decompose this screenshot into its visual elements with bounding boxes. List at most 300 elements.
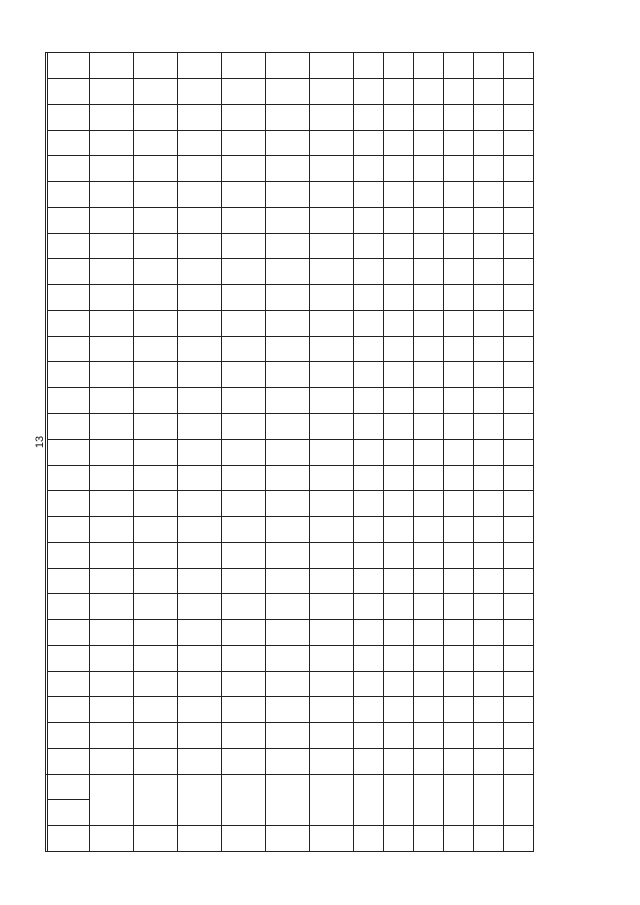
table-cell — [222, 310, 266, 336]
table-cell — [178, 388, 222, 414]
table-cell — [178, 53, 222, 79]
table-cell — [384, 542, 414, 568]
table-cell — [384, 53, 414, 79]
table-cell — [266, 104, 310, 130]
table-cell — [414, 156, 444, 182]
table-cell — [266, 388, 310, 414]
row-code-cell — [384, 826, 414, 852]
table-cell — [444, 697, 474, 723]
table-cell — [504, 233, 534, 259]
table-cell — [354, 130, 384, 156]
table-cell — [504, 362, 534, 388]
table-cell — [266, 156, 310, 182]
table-cell — [384, 645, 414, 671]
table-cell — [178, 465, 222, 491]
table-cell — [178, 671, 222, 697]
table-cell — [178, 491, 222, 517]
table-cell — [474, 620, 504, 646]
table-cell — [474, 53, 504, 79]
table-cell — [310, 671, 354, 697]
table-cell — [178, 259, 222, 285]
table-cell — [414, 310, 444, 336]
table-cell — [444, 671, 474, 697]
table-cell — [90, 388, 134, 414]
table-cell — [134, 697, 178, 723]
table-cell — [444, 594, 474, 620]
table-cell — [354, 156, 384, 182]
table-cell — [178, 413, 222, 439]
column-header — [48, 491, 90, 517]
table-cell — [444, 439, 474, 465]
table-cell — [504, 594, 534, 620]
column-header — [48, 130, 90, 156]
column-header — [48, 748, 90, 774]
table-cell — [444, 748, 474, 774]
column-header — [48, 774, 90, 800]
table-cell — [384, 362, 414, 388]
table-cell — [504, 207, 534, 233]
table-cell — [222, 517, 266, 543]
table-cell — [504, 671, 534, 697]
table-cell — [310, 336, 354, 362]
table-cell — [474, 439, 504, 465]
table-cell — [178, 130, 222, 156]
table-cell — [444, 259, 474, 285]
table-cell — [384, 697, 414, 723]
table-cell — [384, 671, 414, 697]
table-cell — [222, 233, 266, 259]
table-cell — [310, 645, 354, 671]
row-code-cell — [504, 826, 534, 852]
table-cell — [222, 542, 266, 568]
table-cell — [90, 620, 134, 646]
table-row — [222, 53, 266, 852]
table-cell — [444, 53, 474, 79]
table-cell — [178, 439, 222, 465]
table-cell — [90, 156, 134, 182]
table-cell — [90, 697, 134, 723]
table-body — [90, 53, 534, 852]
table-cell — [474, 259, 504, 285]
table-cell — [178, 285, 222, 311]
table-cell — [266, 620, 310, 646]
table-cell — [474, 182, 504, 208]
table-cell — [222, 259, 266, 285]
row-code-cell — [90, 826, 134, 852]
table-cell — [178, 645, 222, 671]
table-cell — [504, 53, 534, 79]
table-cell — [504, 130, 534, 156]
table-cell — [178, 207, 222, 233]
table-cell — [134, 53, 178, 79]
table-cell — [474, 517, 504, 543]
table-cell — [266, 645, 310, 671]
table-cell — [134, 362, 178, 388]
table-cell — [266, 233, 310, 259]
table-cell — [384, 491, 414, 517]
table-cell — [354, 723, 384, 749]
row-name-cell — [178, 774, 222, 826]
table-cell — [178, 517, 222, 543]
data-table — [45, 52, 534, 852]
table-cell — [444, 388, 474, 414]
table-cell — [134, 336, 178, 362]
table-cell — [414, 388, 444, 414]
table-cell — [310, 79, 354, 105]
table-cell — [354, 259, 384, 285]
table-cell — [222, 697, 266, 723]
table-cell — [222, 362, 266, 388]
table-cell — [178, 542, 222, 568]
table-row — [474, 53, 504, 852]
table-cell — [90, 439, 134, 465]
table-cell — [354, 413, 384, 439]
table-cell — [384, 310, 414, 336]
table-cell — [384, 233, 414, 259]
table-cell — [266, 413, 310, 439]
table-cell — [310, 517, 354, 543]
table-cell — [414, 285, 444, 311]
table-cell — [504, 79, 534, 105]
table-cell — [474, 413, 504, 439]
table-cell — [354, 465, 384, 491]
table-cell — [504, 156, 534, 182]
row-code-cell — [354, 826, 384, 852]
table-cell — [474, 671, 504, 697]
table-cell — [414, 620, 444, 646]
table-cell — [444, 130, 474, 156]
table-cell — [444, 336, 474, 362]
column-header — [48, 104, 90, 130]
table-cell — [222, 465, 266, 491]
table-cell — [354, 517, 384, 543]
row-name-cell — [222, 774, 266, 826]
row-name-cell — [414, 774, 444, 826]
column-header — [48, 388, 90, 414]
table-cell — [444, 491, 474, 517]
table-cell — [384, 517, 414, 543]
table-cell — [414, 517, 444, 543]
column-header — [48, 645, 90, 671]
table-cell — [414, 233, 444, 259]
table-cell — [504, 104, 534, 130]
table-cell — [384, 207, 414, 233]
table-cell — [504, 748, 534, 774]
row-name-cell — [384, 774, 414, 826]
table-cell — [354, 79, 384, 105]
table-cell — [178, 79, 222, 105]
row-code-cell — [310, 826, 354, 852]
table-cell — [444, 723, 474, 749]
table-cell — [414, 362, 444, 388]
table-cell — [310, 182, 354, 208]
table-cell — [474, 568, 504, 594]
table-cell — [384, 594, 414, 620]
table-cell — [504, 388, 534, 414]
table-cell — [414, 645, 444, 671]
table-cell — [384, 285, 414, 311]
table-cell — [266, 671, 310, 697]
table-cell — [134, 517, 178, 543]
table-cell — [266, 748, 310, 774]
column-header — [48, 310, 90, 336]
table-cell — [504, 259, 534, 285]
table-cell — [310, 568, 354, 594]
column-header — [48, 79, 90, 105]
table-cell — [266, 465, 310, 491]
table-cell — [178, 620, 222, 646]
table-cell — [354, 491, 384, 517]
table-cell — [474, 104, 504, 130]
table-cell — [354, 542, 384, 568]
row-name-cell — [444, 774, 474, 826]
table-cell — [310, 439, 354, 465]
column-header — [48, 542, 90, 568]
column-header — [48, 568, 90, 594]
row-name-cell — [90, 774, 134, 826]
table-cell — [444, 104, 474, 130]
table-cell — [310, 207, 354, 233]
table-cell — [178, 233, 222, 259]
table-cell — [266, 568, 310, 594]
table-cell — [222, 104, 266, 130]
table-cell — [90, 53, 134, 79]
table-cell — [354, 568, 384, 594]
table-cell — [384, 79, 414, 105]
table-cell — [178, 594, 222, 620]
row-code-cell — [222, 826, 266, 852]
table-cell — [134, 439, 178, 465]
table-cell — [354, 207, 384, 233]
table-cell — [414, 259, 444, 285]
table-cell — [384, 568, 414, 594]
table-cell — [90, 671, 134, 697]
table-row — [134, 53, 178, 852]
table-cell — [90, 207, 134, 233]
table-cell — [414, 439, 444, 465]
row-code-cell — [178, 826, 222, 852]
table-cell — [474, 79, 504, 105]
row-name-cell — [310, 774, 354, 826]
table-cell — [310, 491, 354, 517]
table-cell — [354, 336, 384, 362]
table-cell — [222, 336, 266, 362]
table-cell — [134, 491, 178, 517]
table-cell — [384, 748, 414, 774]
table-cell — [310, 310, 354, 336]
table-cell — [266, 362, 310, 388]
table-cell — [384, 723, 414, 749]
row-name-cell — [266, 774, 310, 826]
table-cell — [504, 697, 534, 723]
table-cell — [414, 568, 444, 594]
table-cell — [266, 79, 310, 105]
table-cell — [474, 465, 504, 491]
table-cell — [222, 748, 266, 774]
table-cell — [134, 671, 178, 697]
table-cell — [444, 620, 474, 646]
table-cell — [134, 130, 178, 156]
table-cell — [90, 568, 134, 594]
table-cell — [178, 748, 222, 774]
table-cell — [134, 568, 178, 594]
table-cell — [310, 156, 354, 182]
table-cell — [90, 130, 134, 156]
table-cell — [222, 156, 266, 182]
column-header — [48, 697, 90, 723]
table-cell — [384, 130, 414, 156]
column-header — [48, 620, 90, 646]
table-cell — [134, 594, 178, 620]
table-cell — [90, 336, 134, 362]
table-row — [310, 53, 354, 852]
table-cell — [222, 182, 266, 208]
table-cell — [504, 310, 534, 336]
table-cell — [134, 723, 178, 749]
table-row — [444, 53, 474, 852]
column-header — [48, 233, 90, 259]
table-cell — [222, 671, 266, 697]
table-cell — [90, 413, 134, 439]
table-cell — [310, 723, 354, 749]
table-cell — [354, 748, 384, 774]
table-cell — [222, 53, 266, 79]
table-cell — [474, 156, 504, 182]
table-cell — [474, 748, 504, 774]
table-row — [384, 53, 414, 852]
table-cell — [134, 413, 178, 439]
table-cell — [384, 104, 414, 130]
table-cell — [414, 182, 444, 208]
row-code-cell — [414, 826, 444, 852]
table-cell — [444, 310, 474, 336]
column-header — [48, 465, 90, 491]
table-cell — [266, 491, 310, 517]
column-header-row — [48, 53, 90, 852]
table-cell — [414, 723, 444, 749]
row-code-cell — [266, 826, 310, 852]
table-cell — [414, 697, 444, 723]
table-cell — [134, 79, 178, 105]
table-cell — [222, 413, 266, 439]
table-cell — [414, 748, 444, 774]
table-cell — [414, 671, 444, 697]
table-cell — [504, 439, 534, 465]
table-cell — [444, 413, 474, 439]
table-cell — [444, 182, 474, 208]
table-cell — [134, 620, 178, 646]
table-cell — [414, 79, 444, 105]
table-cell — [310, 620, 354, 646]
table-cell — [504, 723, 534, 749]
column-header — [48, 800, 90, 826]
table-row — [178, 53, 222, 852]
table-cell — [310, 233, 354, 259]
column-header — [48, 182, 90, 208]
table-cell — [474, 336, 504, 362]
table-cell — [444, 156, 474, 182]
table-cell — [444, 207, 474, 233]
table-cell — [444, 517, 474, 543]
table-cell — [266, 517, 310, 543]
table-cell — [354, 594, 384, 620]
table-cell — [134, 465, 178, 491]
row-code-cell — [474, 826, 504, 852]
table-cell — [310, 104, 354, 130]
table-cell — [474, 285, 504, 311]
table-cell — [384, 259, 414, 285]
table-cell — [90, 723, 134, 749]
row-code-cell — [134, 826, 178, 852]
table-cell — [354, 53, 384, 79]
table-cell — [90, 104, 134, 130]
table-cell — [134, 182, 178, 208]
table-cell — [384, 182, 414, 208]
column-header — [48, 207, 90, 233]
table-cell — [504, 620, 534, 646]
table-row — [414, 53, 444, 852]
table-cell — [384, 620, 414, 646]
table-cell — [310, 748, 354, 774]
table-cell — [474, 645, 504, 671]
table-cell — [134, 233, 178, 259]
row-name-cell — [354, 774, 384, 826]
table-cell — [504, 336, 534, 362]
table-cell — [310, 259, 354, 285]
table-cell — [504, 568, 534, 594]
table-cell — [384, 439, 414, 465]
rotated-table-frame — [45, 52, 585, 852]
table-cell — [310, 388, 354, 414]
table-cell — [310, 542, 354, 568]
table-cell — [266, 310, 310, 336]
table-cell — [222, 388, 266, 414]
table-cell — [444, 362, 474, 388]
table-cell — [414, 53, 444, 79]
table-cell — [444, 285, 474, 311]
table-cell — [134, 310, 178, 336]
table-cell — [90, 285, 134, 311]
table-cell — [474, 207, 504, 233]
table-cell — [504, 413, 534, 439]
table-cell — [504, 465, 534, 491]
table-cell — [134, 748, 178, 774]
page-number: 13 — [34, 435, 47, 449]
table-cell — [266, 259, 310, 285]
table-cell — [266, 53, 310, 79]
table-cell — [414, 104, 444, 130]
table-cell — [354, 233, 384, 259]
table-cell — [474, 491, 504, 517]
table-cell — [354, 388, 384, 414]
table-cell — [474, 388, 504, 414]
table-cell — [90, 594, 134, 620]
table-cell — [90, 233, 134, 259]
table-cell — [504, 182, 534, 208]
table-cell — [354, 182, 384, 208]
table-cell — [266, 723, 310, 749]
table-cell — [134, 207, 178, 233]
table-cell — [310, 594, 354, 620]
table-cell — [134, 156, 178, 182]
table-cell — [90, 645, 134, 671]
table-cell — [134, 259, 178, 285]
table-row — [354, 53, 384, 852]
row-name-cell — [134, 774, 178, 826]
table-cell — [354, 671, 384, 697]
table-cell — [414, 542, 444, 568]
column-header — [48, 826, 90, 852]
